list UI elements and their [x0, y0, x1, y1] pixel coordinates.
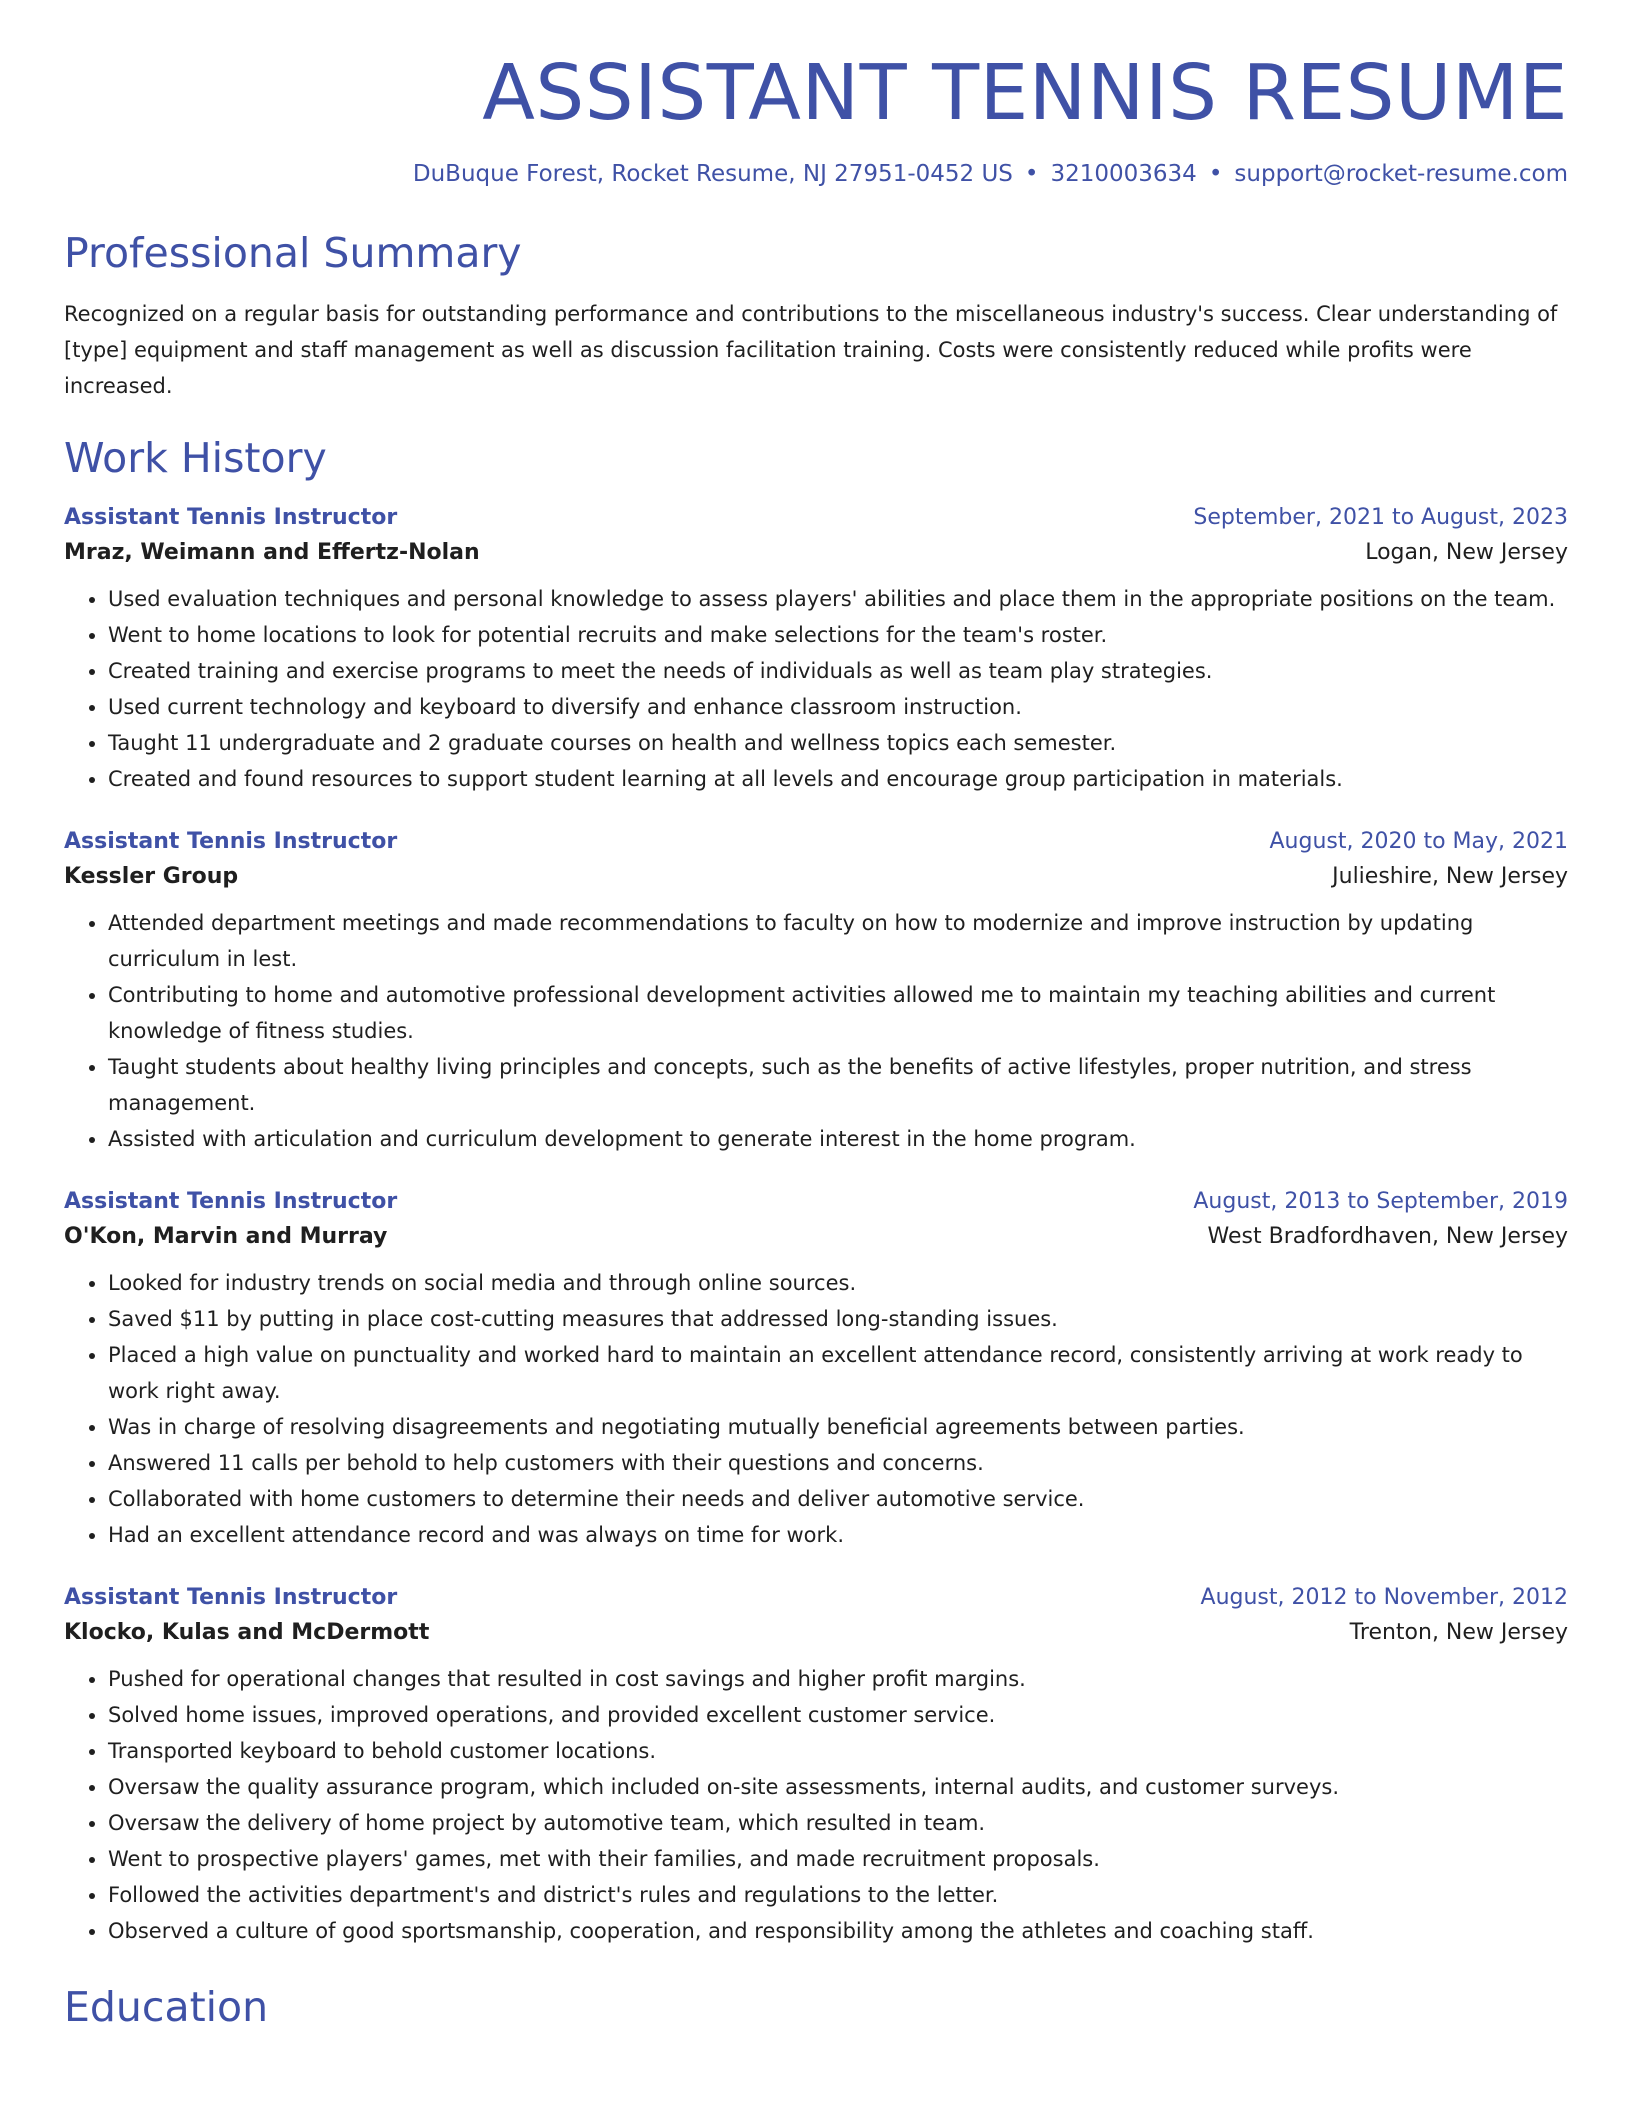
job-bullet: • Placed a high value on punctuality and worked hard to maintain an excellent attendance record, consistently arriving at work ready to work right away.: [108, 1337, 1568, 1409]
job-bullet-list: [64, 1265, 1568, 1553]
job-dates: September, 2021 to August, 2023: [1193, 505, 1568, 531]
job-bullet: • Saved $11 by putting in place cost-cutting measures that addressed long-standing issues.: [108, 1301, 1568, 1337]
job-bullet: • Answered 11 calls per behold to help customers with their questions and concerns.: [108, 1445, 1568, 1481]
job-bullet: • Oversaw the delivery of home project by automotive team, which resulted in team.: [108, 1805, 1568, 1841]
job-location: Logan, New Jersey: [1365, 540, 1568, 566]
job-bullet: • Looked for industry trends on social media and through online sources.: [108, 1265, 1568, 1301]
job-bullet: • Created and found resources to support student learning at all levels and encourage group participation in materials.: [108, 761, 1568, 797]
job-entry: [64, 829, 1568, 1157]
job-title: Assistant Tennis Instructor: [64, 505, 398, 531]
job-company-row: [64, 1224, 1568, 1249]
job-company: Mraz, Weimann and Effertz-Nolan: [64, 540, 480, 566]
job-bullet: • Went to prospective players' games, met with their families, and made recruitment proposals.: [108, 1841, 1568, 1877]
job-header-row: [64, 1585, 1568, 1610]
job-bullet-list: [64, 1661, 1568, 1949]
job-bullet-list: [64, 905, 1568, 1157]
job-bullet: • Used evaluation techniques and personal knowledge to assess players' abilities and place them in the appropriate positions on the team.: [108, 581, 1568, 617]
job-bullet: • Used current technology and keyboard to diversify and enhance classroom instruction.: [108, 689, 1568, 725]
job-bullet: • Collaborated with home customers to determine their needs and deliver automotive service.: [108, 1481, 1568, 1517]
job-bullet: • Contributing to home and automotive professional development activities allowed me to maintain my teaching abilities and current knowledge of fitness studies.: [108, 977, 1568, 1049]
resume-title: ASSISTANT TENNIS RESUME: [482, 49, 1568, 138]
job-bullet: • Went to home locations to look for potential recruits and make selections for the team's roster.: [108, 617, 1568, 653]
work-history-heading: Work History: [64, 433, 327, 482]
job-bullet-list: [64, 581, 1568, 797]
job-location: West Bradfordhaven, New Jersey: [1207, 1224, 1568, 1250]
job-bullet: • Transported keyboard to behold customer locations.: [108, 1733, 1568, 1769]
job-location: Trenton, New Jersey: [1349, 1620, 1568, 1646]
job-entry: [64, 505, 1568, 797]
job-bullet: • Pushed for operational changes that resulted in cost savings and higher profit margins.: [108, 1661, 1568, 1697]
contact-phone: 3210003634: [1050, 161, 1197, 188]
job-location: Julieshire, New Jersey: [1332, 864, 1568, 890]
job-header-row: [64, 829, 1568, 854]
contact-line: [64, 161, 1568, 189]
job-company-row: [64, 864, 1568, 889]
job-entry: [64, 1189, 1568, 1553]
job-company: Klocko, Kulas and McDermott: [64, 1620, 430, 1646]
job-bullet: • Assisted with articulation and curriculum development to generate interest in the home program.: [108, 1121, 1568, 1157]
contact-separator: •: [1024, 161, 1039, 188]
job-header-row: [64, 505, 1568, 530]
job-dates: August, 2020 to May, 2021: [1269, 829, 1568, 855]
job-company-row: [64, 1620, 1568, 1645]
job-company: Kessler Group: [64, 864, 239, 890]
job-bullet: • Followed the activities department's and district's rules and regulations to the letter.: [108, 1877, 1568, 1913]
job-title: Assistant Tennis Instructor: [64, 1189, 398, 1215]
education-heading: Education: [64, 1983, 269, 2032]
job-bullet: • Taught students about healthy living principles and concepts, such as the benefits of active lifestyles, proper nutrition, and stress management.: [108, 1049, 1568, 1121]
contact-email: support@rocket-resume.com: [1234, 161, 1568, 188]
job-title: Assistant Tennis Instructor: [64, 1585, 398, 1611]
job-bullet: • Attended department meetings and made recommendations to faculty on how to modernize and improve instruction by updating curriculum in lest.: [108, 905, 1568, 977]
contact-address: DuBuque Forest, Rocket Resume, NJ 27951-0452 US: [412, 161, 1013, 188]
job-bullet: • Had an excellent attendance record and was always on time for work.: [108, 1517, 1568, 1553]
job-company: O'Kon, Marvin and Murray: [64, 1224, 388, 1250]
work-history-list: [64, 505, 1568, 1949]
job-bullet: • Oversaw the quality assurance program, which included on-site assessments, internal audits, and customer surveys.: [108, 1769, 1568, 1805]
job-bullet: • Was in charge of resolving disagreements and negotiating mutually beneficial agreements between parties.: [108, 1409, 1568, 1445]
summary-text: Recognized on a regular basis for outstanding performance and contributions to the miscellaneous industry's success. Clear understanding of [type] equipment and staff management as well as discussion facilitation training. Costs were consistently reduced while profits were increased.: [64, 301, 1558, 398]
job-entry: [64, 1585, 1568, 1949]
job-bullet: • Taught 11 undergraduate and 2 graduate courses on health and wellness topics each semester.: [108, 725, 1568, 761]
job-bullet: • Observed a culture of good sportsmanship, cooperation, and responsibility among the athletes and coaching staff.: [108, 1913, 1568, 1949]
contact-separator: •: [1208, 161, 1223, 188]
job-dates: August, 2012 to November, 2012: [1200, 1585, 1568, 1611]
job-title: Assistant Tennis Instructor: [64, 829, 398, 855]
job-company-row: [64, 540, 1568, 565]
job-dates: August, 2013 to September, 2019: [1193, 1189, 1568, 1215]
resume-header: [64, 49, 1568, 189]
job-bullet: • Solved home issues, improved operations, and provided excellent customer service.: [108, 1697, 1568, 1733]
summary-heading: Professional Summary: [64, 228, 522, 277]
job-header-row: [64, 1189, 1568, 1214]
job-bullet: • Created training and exercise programs to meet the needs of individuals as well as team play strategies.: [108, 653, 1568, 689]
